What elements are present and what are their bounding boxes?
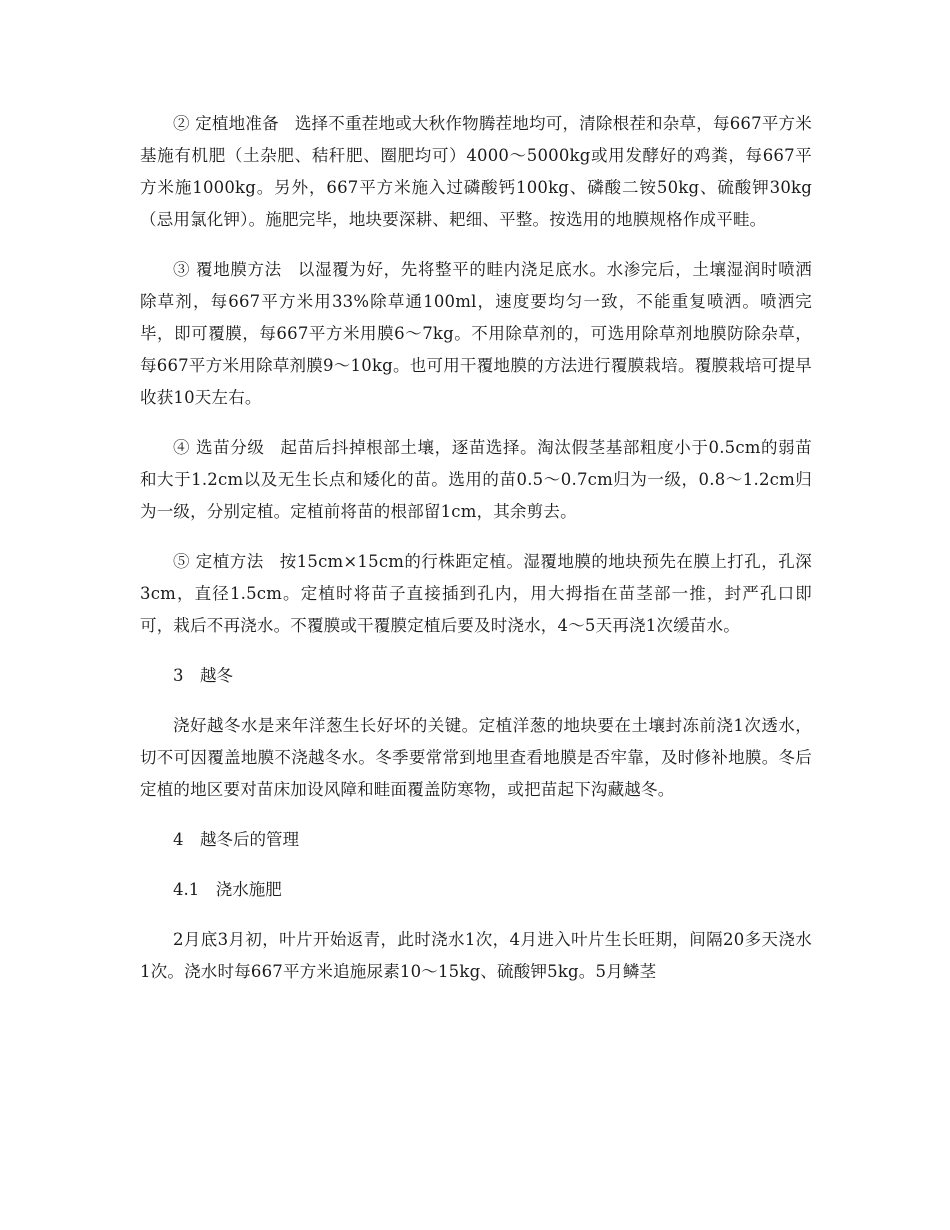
- paragraph-watering-fertilizing: 2月底3月初，叶片开始返青，此时浇水1次，4月进入叶片生长旺期，间隔20多天浇水1次。浇水时每667平方米追施尿素10～15kg、硫酸钾5kg。5月鳞茎: [140, 930, 812, 981]
- paragraph-text: 以湿覆为好，先将整平的畦内浇足底水。水渗完后，土壤湿润时喷洒除草剂，每667平方米用33%除草通100ml，速度要均匀一致，不能重复喷洒。喷洒完毕，即可覆膜，每667平方米用膜6～7kg。不用除草剂的，可选用除草剂地膜防除杂草，每667平方米用除草剂膜9～10kg。也可用干覆地膜的方法进行覆膜栽培。覆膜栽培可提早收获10天左右。: [140, 260, 812, 407]
- section-heading-overwintering: 3 越冬: [173, 666, 233, 685]
- paragraph-seedling-grading: [140, 432, 812, 528]
- section-heading-post-winter-management: 4 越冬后的管理: [173, 830, 299, 849]
- paragraph-lead: ④ 选苗分级: [173, 438, 265, 457]
- paragraph-overwintering: 浇好越冬水是来年洋葱生长好坏的关键。定植洋葱的地块要在土壤封冻前浇1次透水，切不可因覆盖地膜不浇越冬水。冬季要常常到地里查看地膜是否牢靠，及时修补地膜。冬后定植的地区要对苗床加设风障和畦面覆盖防寒物，或把苗起下沟藏越冬。: [140, 716, 812, 799]
- paragraph-field-preparation: [140, 108, 812, 236]
- subsection-heading-watering-fertilizing: 4.1 浇水施肥: [173, 880, 282, 899]
- paragraph-lead: ② 定植地准备: [173, 114, 279, 133]
- paragraph-text: 起苗后抖掉根部土壤，逐苗选择。淘汰假茎基部粗度小于0.5cm的弱苗和大于1.2cm以及无生长点和矮化的苗。选用的苗0.5～0.7cm归为一级，0.8～1.2cm归为一级，分别定植。定植前将苗的根部留1cm，其余剪去。: [140, 438, 812, 521]
- paragraph-mulching-method: [140, 254, 812, 414]
- paragraph-text: 按15cm×15cm的行株距定植。湿覆地膜的地块预先在膜上打孔，孔深3cm，直径1.5cm。定植时将苗子直接插到孔内，用大拇指在苗茎部一推，封严孔口即可，栽后不再浇水。不覆膜或干覆膜定植后要及时浇水，4～5天再浇1次缓苗水。: [140, 552, 812, 635]
- paragraph-text: 选择不重茬地或大秋作物腾茬地均可，清除根茬和杂草，每667平方米基施有机肥（土杂肥、秸秆肥、圈肥均可）4000～5000kg或用发酵好的鸡粪，每667平方米施1000kg。另外，667平方米施入过磷酸钙100kg、磷酸二铵50kg、硫酸钾30kg（忌用氯化钾）。施肥完毕，地块要深耕、耙细、平整。按选用的地膜规格作成平畦。: [140, 114, 812, 229]
- paragraph-planting-method: [140, 546, 812, 642]
- paragraph-lead: ⑤ 定植方法: [173, 552, 264, 571]
- paragraph-lead: ③ 覆地膜方法: [173, 260, 282, 279]
- document-body: [140, 108, 812, 1006]
